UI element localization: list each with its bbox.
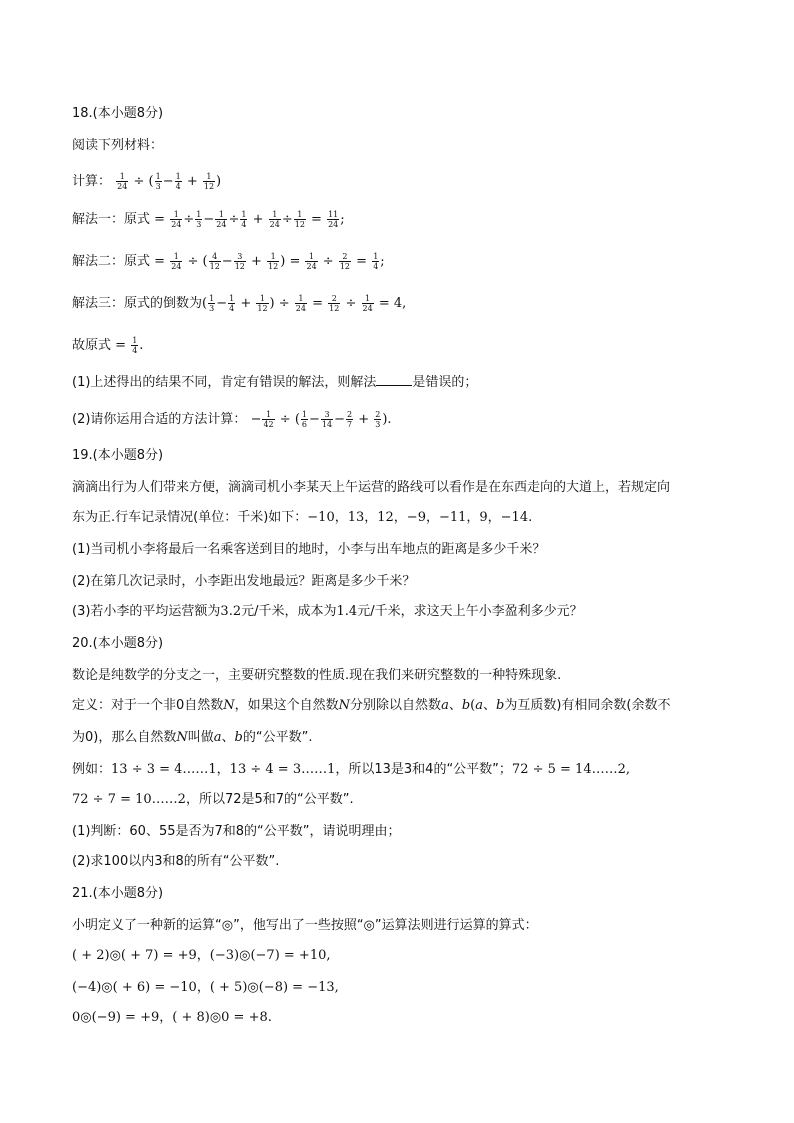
q21-formula2: (−4)◎( + 6) = −10，( + 5)◎(−8) = −13, <box>72 980 339 995</box>
q18-method1: 解法一：原式 = $\frac{1}{24}$ ÷ $\frac{1}{3}$ − $\frac{1}{24}$ ÷ $\frac{1}{4}$ + $\frac{1}{24}$ ÷ $\frac{1}{12}$ = $\frac{11}{24}$ ; <box>72 210 345 229</box>
q21-formula3: 0◎(−9) = +9，( + 8)◎0 = +8. <box>72 1010 272 1025</box>
q19-part1: (1)当司机小李将最后一名乘客送到目的地时，小李与出车地点的距离是多少千米？ <box>72 542 546 557</box>
q19-title: 19.(本小题8分) <box>72 448 164 463</box>
q21-line1: 小明定义了一种新的运算“◎”，他写出了一些按照“◎”运算法则进行运算的算式： <box>72 918 538 933</box>
q18-part1: (1)上述得出的结果不同，肯定有错误的解法，则解法 是错误的； <box>72 372 477 393</box>
q19-line1: 滴滴出行为人们带来方便，滴滴司机小李某天上午运营的路线可以看作是在东西走向的大道上，若规定向 <box>72 480 671 495</box>
q18-intro: 阅读下列材料： <box>72 138 164 153</box>
answer-blank <box>376 372 412 386</box>
q20-part1: (1)判断：60、55是否为7和8的“公平数”，请说明理由； <box>72 824 401 839</box>
q19-part2: (2)在第几次记录时，小李距出发地最远？距离是多少千米？ <box>72 574 416 589</box>
q18-title: 18.(本小题8分) <box>72 106 164 121</box>
q20-part2: (2)求100以内3和8的所有“公平数”. <box>72 854 280 869</box>
q19-part3: (3)若小李的平均运营额为3.2元/千米，成本为1.4元/千米，求这天上午小李盈利多少元？ <box>72 604 583 619</box>
q18-method3: 解法三：原式的倒数为( $\frac{1}{3}$ − $\frac{1}{4}$ + $\frac{1}{12}$ ) ÷ $\frac{1}{24}$ = $\frac{2}{12}$ ÷ $\frac{1}{24}$ = 4, <box>72 294 407 313</box>
q20-line1: 数论是纯数学的分支之一，主要研究整数的性质.现在我们来研究整数的一种特殊现象. <box>72 668 562 683</box>
q20-definition-cont: 为0)，那么自然数N叫做a、b的“公平数”. <box>72 730 313 745</box>
q18-part2: (2)请你运用合适的方法计算： − $\frac{1}{42}$ ÷ ( $\frac{1}{6}$ − $\frac{3}{14}$ − $\frac{2}{7}$ + $\frac{2}{3}$ ). <box>72 410 392 429</box>
q20-example1: 例如：13 ÷ 3 = 4……1，13 ÷ 4 = 3……1，所以13是3和4的“公平数”；72 ÷ 5 = 14……2, <box>72 762 630 777</box>
q18-method2: 解法二：原式 = $\frac{1}{24}$ ÷ ( $\frac{4}{12}$ − $\frac{3}{12}$ + $\frac{1}{12}$ ) = $\frac{1}{24}$ ÷ $\frac{2}{12}$ = $\frac{1}{4}$ ; <box>72 252 385 271</box>
q20-definition: 定义：对于一个非0自然数N，如果这个自然数N分别除以自然数a、b(a、b为互质数)有相同余数(余数不 <box>72 698 671 713</box>
q20-title: 20.(本小题8分) <box>72 636 164 651</box>
q19-line2: 东为正.行车记录情况(单位：千米)如下：−10，13，12，−9，−11，9，−14. <box>72 510 533 525</box>
q18-conclusion: 故原式 = $\frac{1}{4}$ . <box>72 336 144 355</box>
q18-calc-line: 计算： $\frac{1}{24}$ ÷ ( $\frac{1}{3}$ − $\frac{1}{4}$ + $\frac{1}{12}$ ) <box>72 172 222 191</box>
q21-formula1: ( + 2)◎( + 7) = +9，(−3)◎(−7) = +10, <box>72 948 331 963</box>
q20-example2: 72 ÷ 7 = 10……2，所以72是5和7的“公平数”. <box>72 792 354 807</box>
q21-title: 21.(本小题8分) <box>72 886 164 901</box>
